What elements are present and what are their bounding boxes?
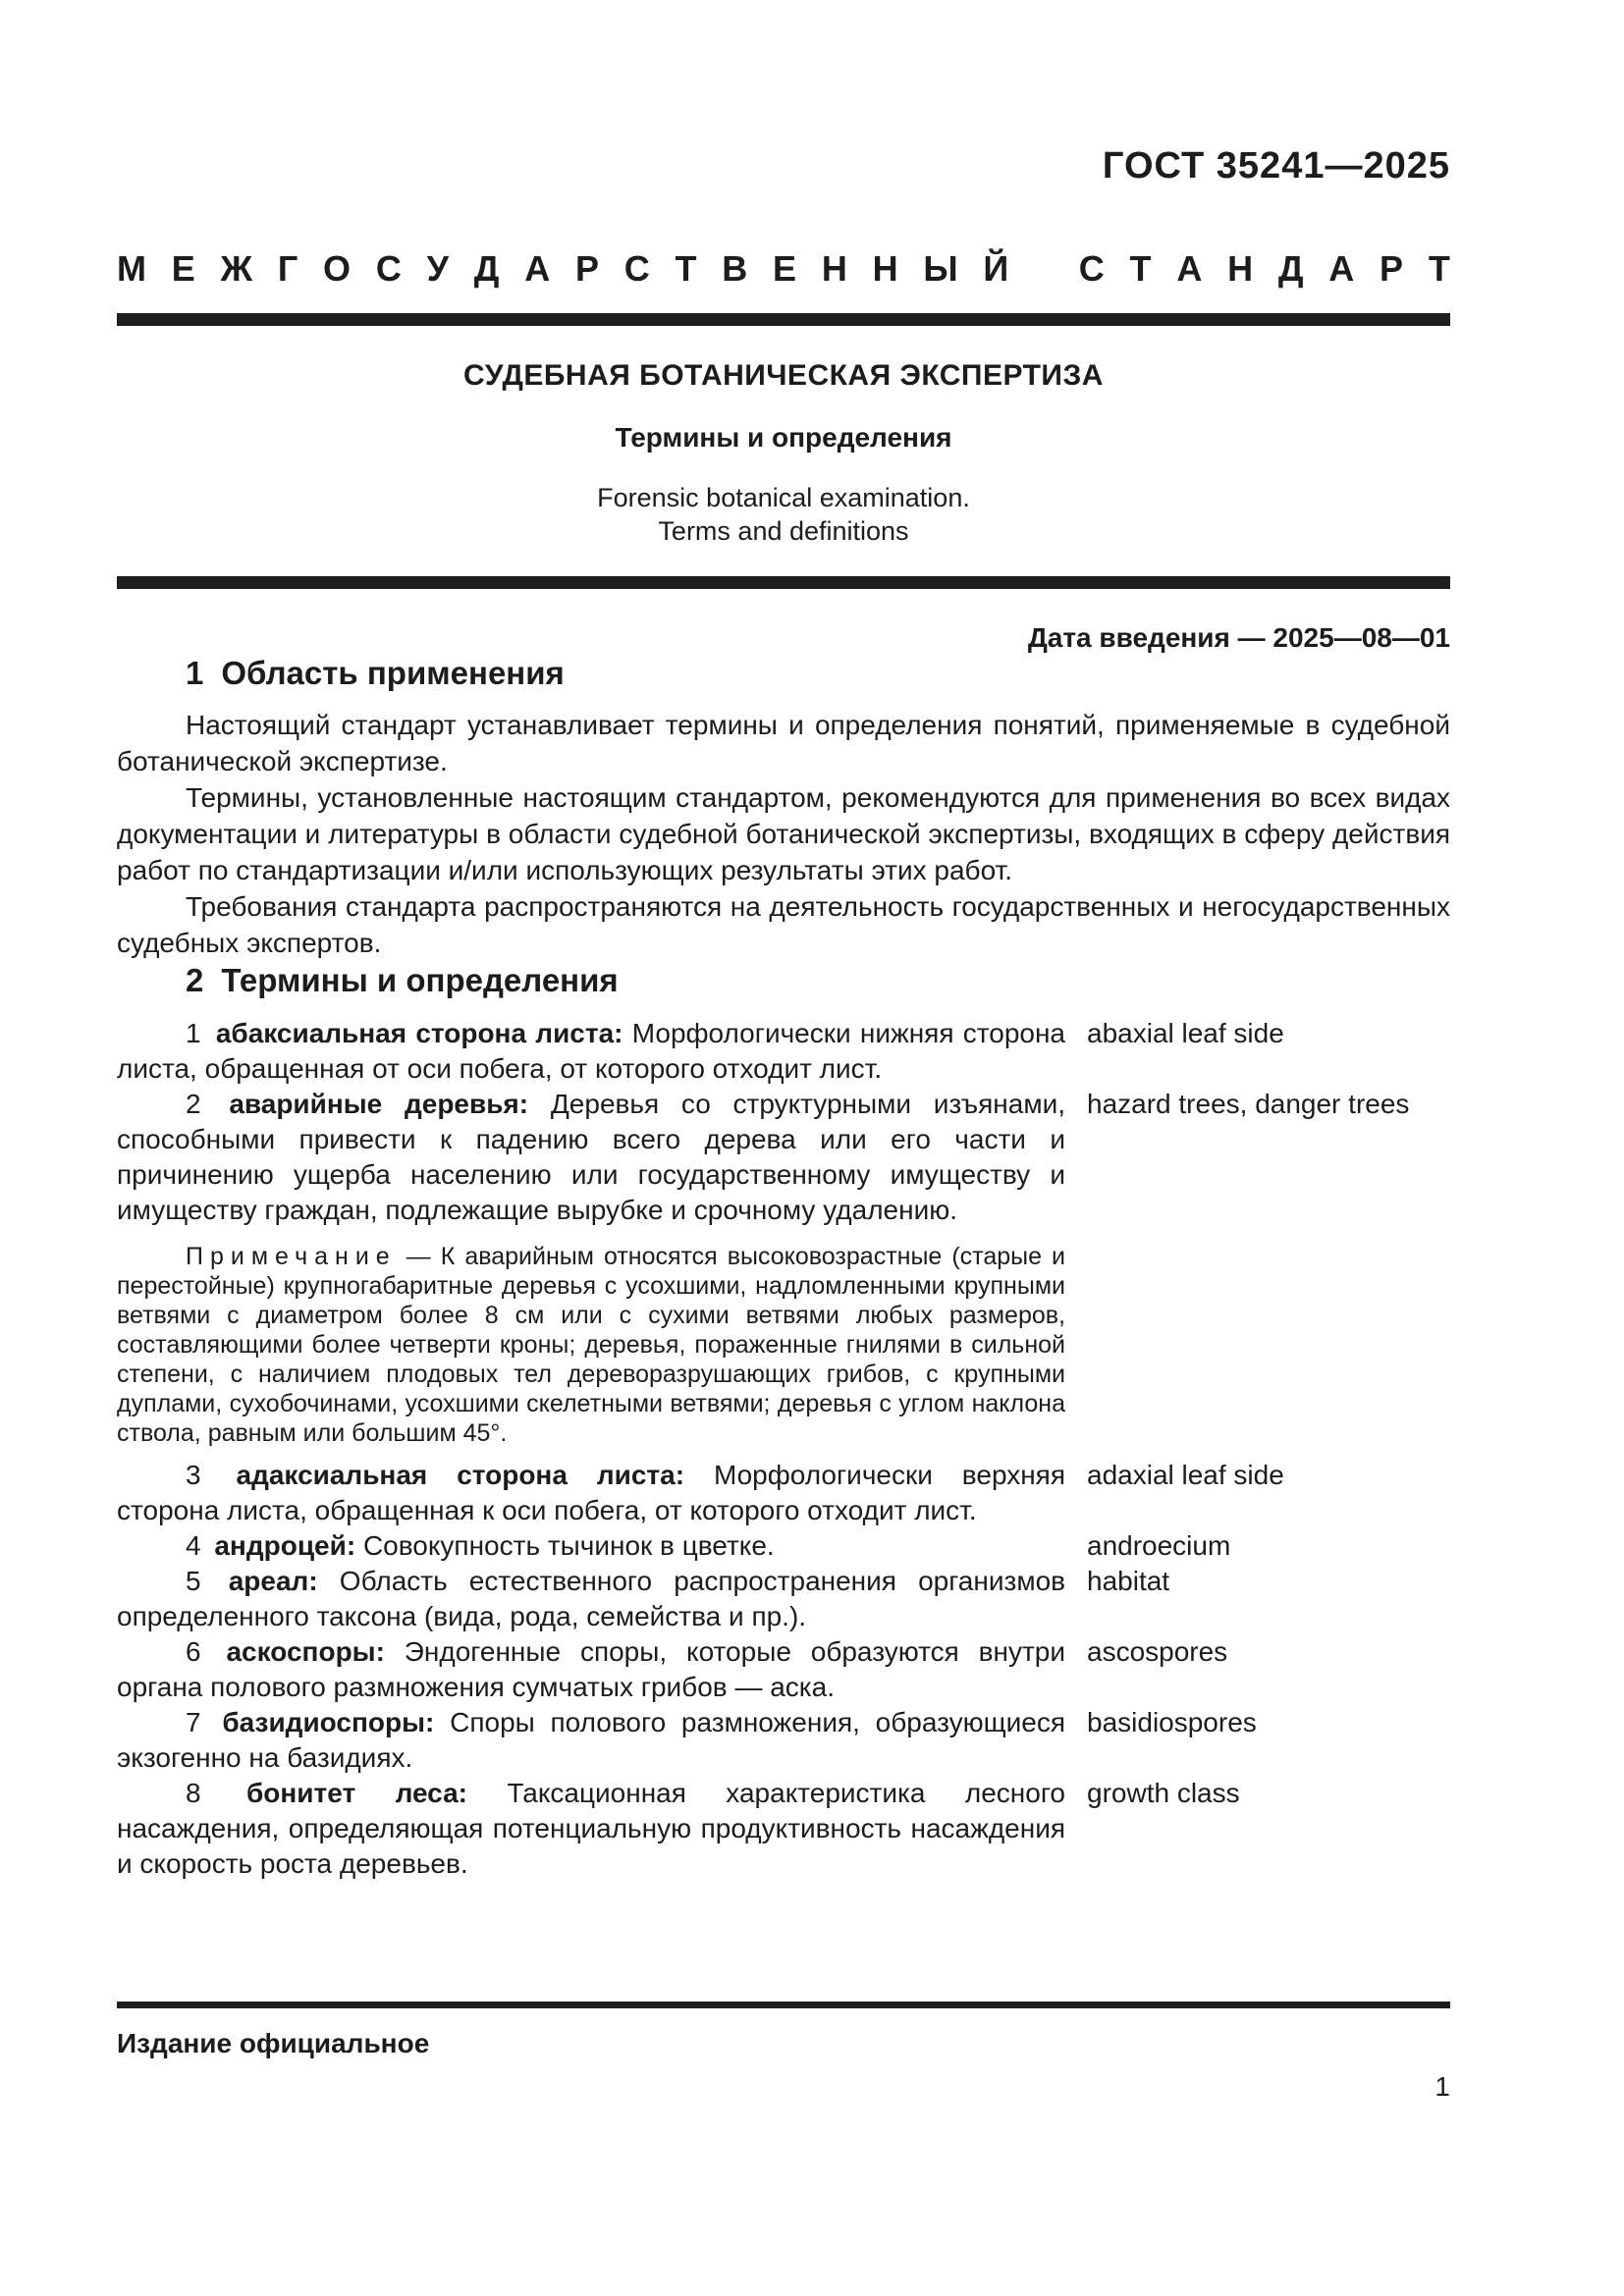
term-definition: Деревья со структурными изъянами, способными привести к падению всего дерева или его части и причинению ущерба населению или государственному имуществу и имуществу граждан, подлежащие вырубке и срочному удалению.	[117, 1089, 1066, 1225]
term-number: 5	[186, 1566, 201, 1596]
term-paragraph	[117, 1634, 1065, 1705]
document-title-en	[117, 481, 1450, 548]
term-english-equivalent: ascospores	[1087, 1636, 1228, 1667]
term-paragraph	[117, 1458, 1065, 1528]
term-text-ru	[117, 1776, 1065, 1882]
term-number: 7	[186, 1707, 201, 1737]
term-definition: Область естественного распространения организмов определенного таксона (вида, рода, семейства и пр.).	[117, 1566, 1066, 1631]
document-title-en-line1: Forensic botanical examination.	[597, 483, 970, 512]
term-text-ru	[117, 1564, 1065, 1634]
section-2-heading	[186, 961, 1450, 1000]
section-2-number: 2	[186, 962, 204, 998]
term-text-ru	[117, 1087, 1065, 1228]
term-definition: Эндогенные споры, которые образуются внутри органа полового размножения сумчатых грибов — аска.	[117, 1636, 1066, 1702]
standard-type-heading: М Е Ж Г О С У Д А Р С Т В Е Н Н Ы Й С Т А Н Д А Р Т	[117, 248, 1450, 289]
term-name: бонитет леса:	[246, 1778, 467, 1808]
term-english-equivalent: adaxial leaf side	[1087, 1460, 1284, 1490]
page-number: 1	[1435, 2071, 1450, 2102]
term-english-equivalent: hazard trees, danger trees	[1087, 1089, 1410, 1119]
term-name: андроцей:	[214, 1530, 356, 1561]
term-entry	[117, 1016, 1450, 1087]
header-rule-top	[117, 313, 1450, 326]
term-text-ru	[117, 1634, 1065, 1705]
footer-rule	[117, 2002, 1450, 2008]
document-subtitle-ru: Термины и определения	[615, 422, 952, 453]
term-text-ru	[117, 1705, 1065, 1776]
document-title-ru: СУДЕБНАЯ БОТАНИЧЕСКАЯ ЭКСПЕРТИЗА	[463, 359, 1104, 392]
term-number: 6	[186, 1636, 201, 1667]
term-english-equivalent: abaxial leaf side	[1087, 1018, 1284, 1048]
section-1-body	[117, 707, 1450, 961]
term-english-equivalent: basidiospores	[1087, 1707, 1257, 1737]
note-label: Примечание	[186, 1243, 397, 1270]
term-name: аварийные деревья:	[229, 1089, 529, 1119]
term-text-ru	[117, 1528, 1065, 1564]
standard-number: ГОСТ 35241—2025	[1102, 145, 1450, 187]
paragraph: Требования стандарта распространяются на деятельность государственных и негосударственных судебных экспертов.	[117, 891, 1450, 958]
term-paragraph	[117, 1776, 1065, 1882]
term-number: 8	[186, 1778, 201, 1808]
term-paragraph	[117, 1705, 1065, 1776]
term-paragraph	[117, 1528, 1065, 1564]
term-note	[117, 1242, 1065, 1448]
section-1-number: 1	[186, 655, 204, 691]
note-text: — К аварийным относятся высоковозрастные (старые и перестойные) крупногабаритные деревья с усохшими, надломленными крупными ветвями с диаметром более 8 см или с сухими ветвями любых размеров, составляющими более четверти кроны; деревья, пораженные гнилями в сильной степени, с наличием плодовых тел дереворазрушающих грибов, с крупными дуплами, сухобочинами, усохшими скелетными ветвями; деревья с углом наклона ствола, равным или большим 45°.	[117, 1243, 1065, 1447]
term-paragraph	[117, 1564, 1065, 1634]
document-title-en-line2: Terms and definitions	[658, 516, 909, 546]
term-entry	[117, 1087, 1450, 1228]
term-name: абаксиальная сторона листа:	[215, 1018, 623, 1048]
section-1-title: Область применения	[221, 655, 565, 691]
header-rule-bottom	[117, 576, 1450, 589]
term-entry	[117, 1634, 1450, 1705]
term-definition: Совокупность тычинок в цветке.	[362, 1530, 775, 1561]
term-number: 2	[186, 1089, 201, 1119]
section-2-title: Термины и определения	[221, 962, 619, 998]
term-name: базидиоспоры:	[222, 1707, 435, 1737]
term-text-ru	[117, 1458, 1065, 1528]
term-english-equivalent: androecium	[1087, 1530, 1231, 1561]
term-paragraph	[117, 1087, 1065, 1228]
term-text-ru	[117, 1016, 1065, 1087]
edition-note: Издание официальное	[117, 2028, 430, 2058]
term-entry	[117, 1564, 1450, 1634]
terms-list	[117, 1016, 1450, 1882]
paragraph: Термины, установленные настоящим стандартом, рекомендуются для применения во всех видах документации и литературы в области судебной ботанической экспертизы, входящих в сферу действия работ по стандартизации и/или использующих результаты этих работ.	[117, 782, 1450, 885]
term-name: ареал:	[228, 1566, 318, 1596]
term-name: адаксиальная сторона листа:	[236, 1460, 685, 1490]
term-entry	[117, 1705, 1450, 1776]
term-entry	[117, 1776, 1450, 1882]
term-definition: Споры полового размножения, образующиеся экзогенно на базидиях.	[117, 1707, 1066, 1773]
term-definition: Морфологически нижняя сторона листа, обращенная от оси побега, от которого отходит лист.	[117, 1018, 1066, 1084]
section-1-heading	[186, 654, 1450, 693]
term-paragraph	[117, 1016, 1065, 1087]
paragraph: Настоящий стандарт устанавливает термины и определения понятий, применяемые в судебной ботанической экспертизе.	[117, 710, 1450, 776]
term-number: 3	[186, 1460, 201, 1490]
term-number: 1	[186, 1018, 201, 1048]
term-entry	[117, 1528, 1450, 1564]
term-number: 4	[186, 1530, 201, 1561]
term-entry	[117, 1458, 1450, 1528]
term-definition: Таксационная характеристика лесного насаждения, определяющая потенциальную продуктивность насаждения и скорость роста деревьев.	[117, 1778, 1065, 1879]
term-english-equivalent: habitat	[1087, 1566, 1170, 1596]
term-definition: Морфологически верхняя сторона листа, обращенная к оси побега, от которого отходит лист.	[117, 1460, 1065, 1525]
term-english-equivalent: growth class	[1087, 1778, 1240, 1808]
term-name: аскоспоры:	[226, 1636, 385, 1667]
effective-date: Дата введения — 2025—08—01	[1027, 622, 1450, 653]
